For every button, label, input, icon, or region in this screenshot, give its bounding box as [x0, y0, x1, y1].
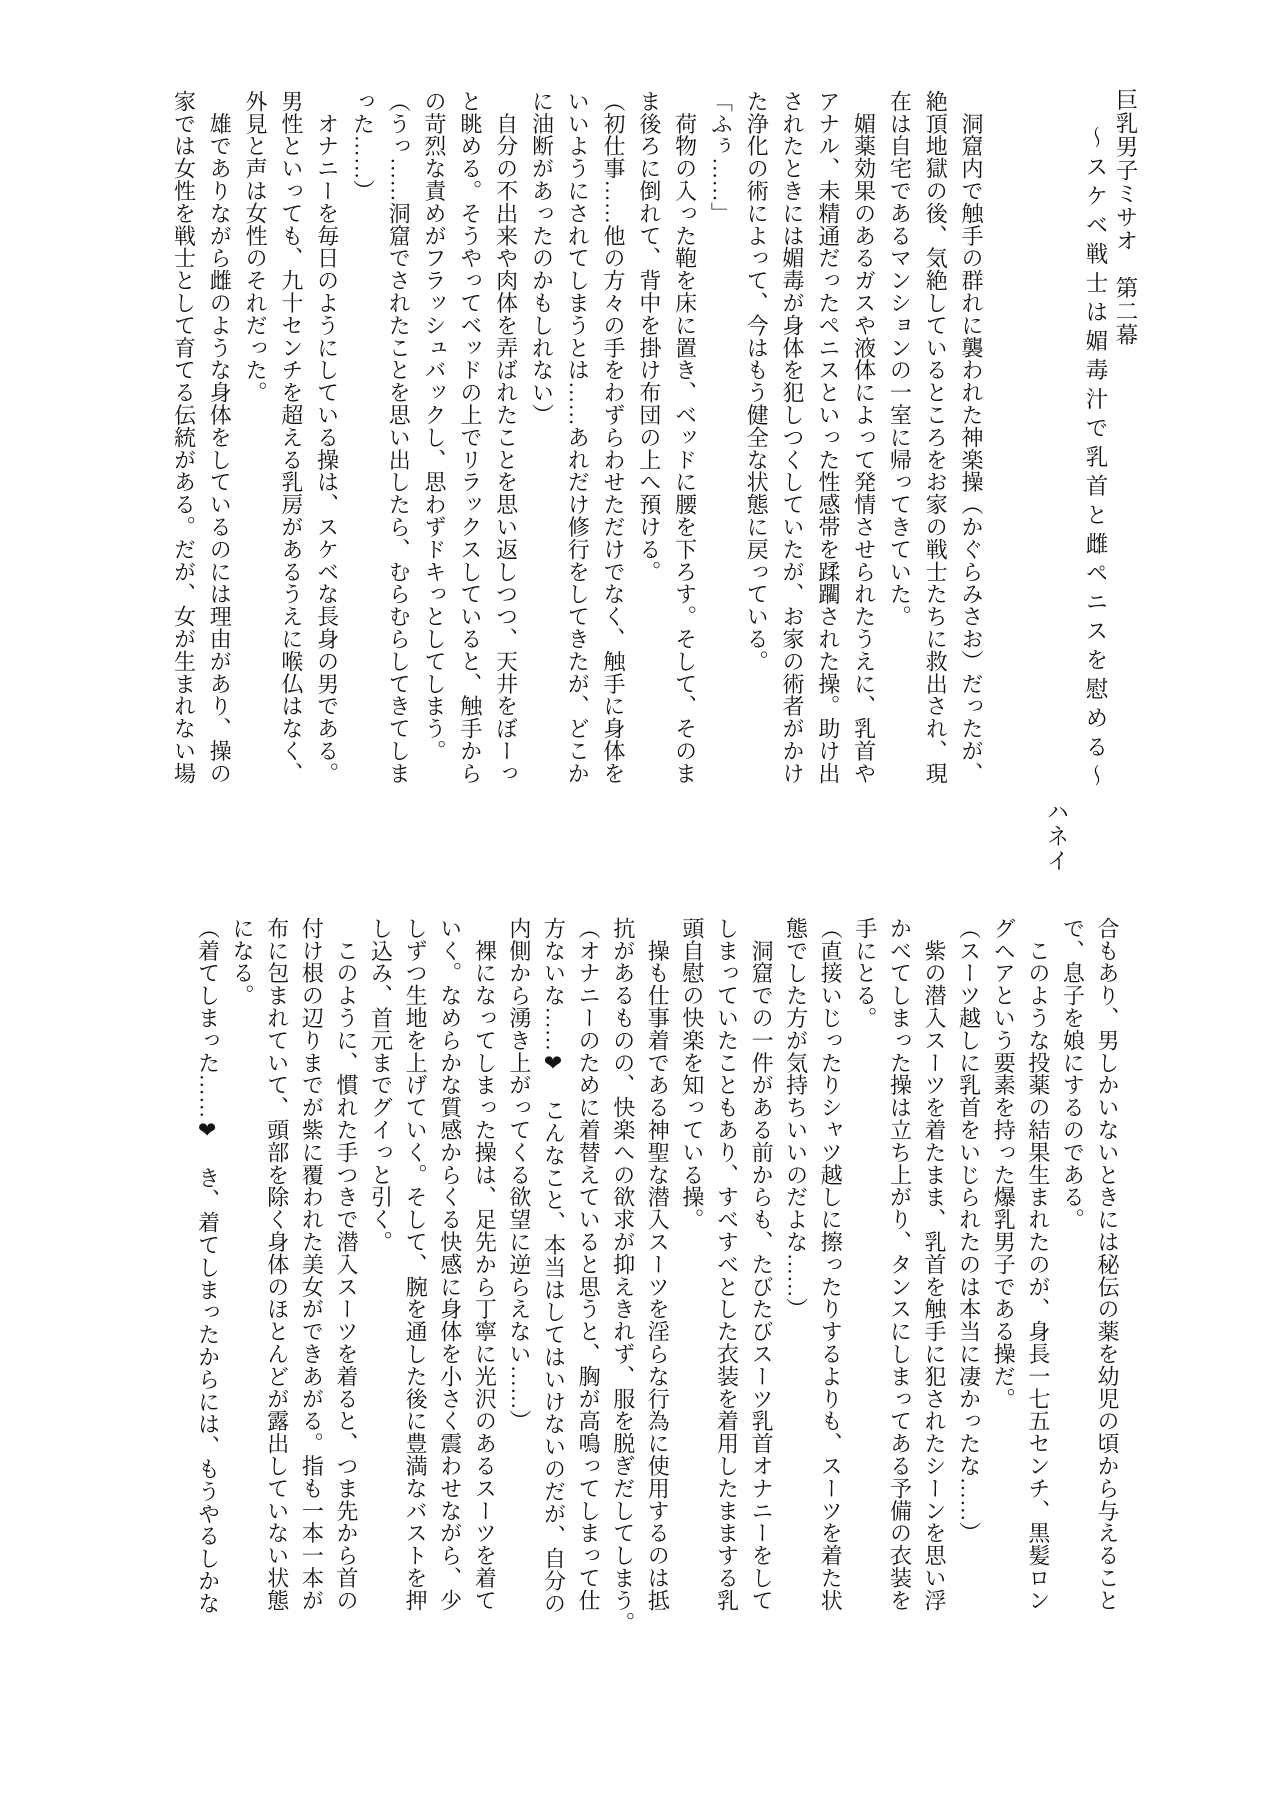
text-column: 頭自慰の快楽を知っている操。: [679, 917, 705, 1231]
text-column: と眺める。そうやってベッドの上でリラックスしていると、触手から: [457, 90, 483, 785]
text-column: ま後ろに倒れて、背中を掛け布団の上へ預ける。: [636, 90, 662, 583]
text-column: 男性といっても、九十センチを超える乳房があるうえに喉仏はなく、: [278, 90, 304, 785]
text-column: いく。なめらかな質感からくる快感に身体を小さく震わせながら、少: [437, 917, 463, 1612]
text-column: （直接いじったりシャツ越しに擦ったりするよりも、スーツを着た状: [818, 917, 844, 1612]
text-column: で、息子を娘にするのである。: [1060, 917, 1086, 1231]
text-column: （うっ……洞窟でされたことを思い出したら、むらむらしてきてしま: [386, 90, 412, 785]
text-column: アナル、未精通だったペニスといった性感帯を蹂躙された操。助け出: [815, 90, 841, 785]
bottom-text-block: [190, 917, 1124, 1637]
text-column: オナニーを毎日のようにしている操は、スケベな長身の男である。: [314, 90, 340, 785]
text-column: いいようにされてしまうとは……あれだけ修行をしてきたが、どこか: [565, 90, 591, 785]
text-column: 抗があるものの、快楽への欲求が抑えきれず、服を脱ぎだしてしまう。: [610, 917, 636, 1634]
text-column: 洞窟での一件がある前からも、たびたびスーツ乳首オナニーをして: [749, 917, 775, 1612]
text-column: の苛烈な責めがフラッシュバックし、思わずドキっとしてしまう。: [422, 90, 448, 762]
text-column: 外見と声は女性のそれだった。: [243, 90, 269, 404]
text-column: 内側から湧き上がってくる欲望に逆らえない……）: [506, 917, 532, 1433]
text-column: 合もあり、男しかいないときには秘伝の薬を幼児の頃から与えること: [1095, 917, 1120, 1612]
page-subtitle: ～スケベ戦士は媚毒汁で乳首と雌ペニスを慰める～: [1083, 126, 1108, 793]
text-column: 「ふぅ……」: [708, 90, 734, 225]
text-column: （オナニーのために着替えていると思うと、胸が高鳴ってしまって仕: [576, 917, 602, 1612]
text-column: 媚薬効果のあるガスや液体によって発情させられたうえに、乳首や: [851, 90, 877, 785]
text-column: かべてしまった操は立ち上がり、タンスにしまってある予備の衣装を: [887, 917, 913, 1612]
text-column: 雄でありながら雌のような身体をしているのには理由があり、操の: [207, 90, 233, 785]
text-column: になる。: [230, 917, 256, 1007]
text-column: 手にとる。: [852, 917, 878, 1029]
text-column: （初仕事……他の方々の手をわずらわせただけでなく、触手に身体を: [601, 90, 627, 785]
text-column: 付け根の辺りまでが紫に覆われた美女ができあがる。指も一本一本が: [299, 917, 325, 1612]
text-column: 布に包まれていて、頭部を除く身体のほとんどが露出していない状態: [264, 917, 290, 1612]
text-column: 絶頂地獄の後、気絶しているところをお家の戦士たちに救出され、現: [923, 90, 949, 785]
text-column: 紫の潜入スーツを着たまま、乳首を触手に犯されたシーンを思い浮: [922, 917, 948, 1612]
text-column: 裸になってしまった操は、足先から丁寧に光沢のあるスーツを着て: [472, 917, 498, 1612]
text-column: 荷物の入った鞄を床に置き、ベッドに腰を下ろす。そして、そのま: [672, 90, 698, 785]
text-column: しまっていたこともあり、すべすべとした衣装を着用したままする乳: [714, 917, 740, 1612]
text-column: しずつ生地を上げていく。そして、腕を通した後に豊満なバストを押: [403, 917, 429, 1612]
top-text-block: [165, 90, 989, 804]
text-column: 在は自宅であるマンションの一室に帰ってきていた。: [887, 90, 913, 628]
text-column: 家では女性を戦士として育てる伝統がある。だが、女が生まれない場: [171, 90, 197, 785]
author-name: ハネイ: [1044, 800, 1069, 874]
text-column: 態でした方が気持ちいいのだよな……）: [783, 917, 809, 1321]
text-column: このように、慣れた手つきで潜入スーツを着ると、つま先から首の: [333, 917, 359, 1612]
text-column: （着てしまった……❤ き、着てしまったからには、もうやるしかな: [195, 917, 221, 1615]
text-column: このような投薬の結果生まれたのが、身長一七五センチ、黒髪ロン: [1025, 917, 1051, 1612]
text-column: た浄化の術によって、今はもう健全な状態に戻っている。: [744, 90, 770, 673]
text-column: 操も仕事着である神聖な潜入スーツを淫らな行為に使用するのは抵: [645, 917, 671, 1612]
text-column: 方ないな……❤ こんなこと、本当はしてはいけないのだが、自分の: [541, 917, 567, 1615]
text-column: （スーツ越しに乳首をいじられたのは本当に凄かったな……）: [956, 917, 982, 1545]
text-column: グヘアという要素を持った爆乳男子である操だ。: [991, 917, 1017, 1410]
page-title: 巨乳男子ミサオ 第二幕: [1113, 88, 1138, 347]
text-column: されたときには媚毒が身体を犯しつくしていたが、お家の術者がかけ: [780, 90, 806, 785]
text-column: った……）: [350, 90, 376, 202]
text-column: 洞窟内で触手の群れに襲われた神楽操（かぐらみさお）だったが、: [959, 90, 984, 785]
text-column: に油断があったのかもしれない）: [529, 90, 555, 426]
text-column: し込み、首元までグイっと引く。: [368, 917, 394, 1253]
text-column: 自分の不出来や肉体を弄ばれたことを思い返しつつ、天井をぼーっ: [493, 90, 519, 785]
